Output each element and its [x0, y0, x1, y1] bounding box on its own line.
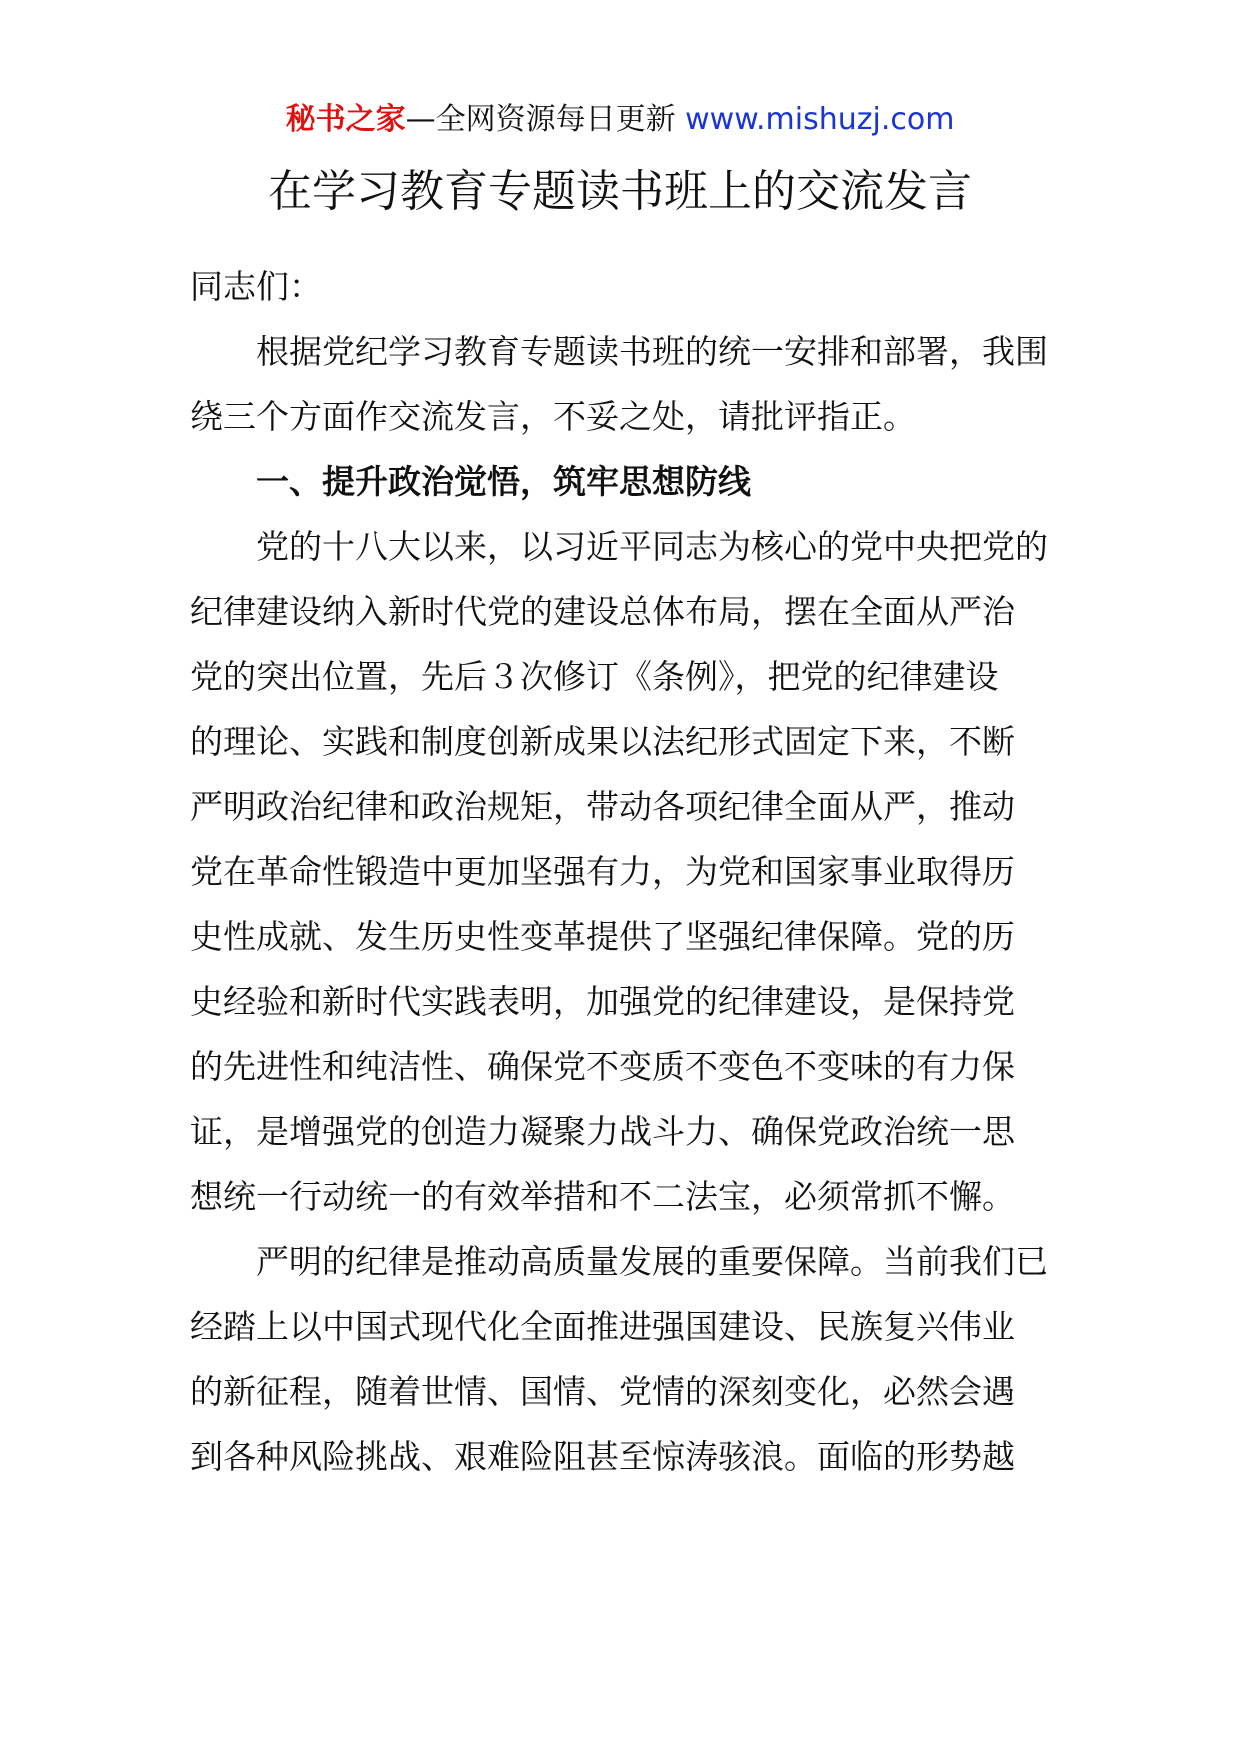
section-heading: 一、提升政治觉悟，筑牢思想防线 — [256, 462, 751, 501]
text-line: 严明政治纪律和政治规矩，带动各项纪律全面从严，推动 — [190, 787, 1015, 826]
document-title: 在学习教育专题读书班上的交流发言 — [268, 166, 972, 217]
text-line: 经踏上以中国式现代化全面推进强国建设、民族复兴伟业 — [190, 1307, 1015, 1346]
text-line: 史性成就、发生历史性变革提供了坚强纪律保障。党的历 — [190, 917, 1015, 956]
text-line: 到各种风险挑战、艰难险阻甚至惊涛骇浪。面临的形势越 — [190, 1437, 1015, 1476]
section1-paragraph-1 — [190, 514, 1050, 1229]
text-line: 党的突出位置，先后３次修订《条例》，把党的纪律建设 — [190, 657, 999, 696]
intro-paragraph — [190, 319, 1050, 449]
text-line: 严明的纪律是推动高质量发展的重要保障。当前我们已 — [256, 1242, 1048, 1281]
brand-name: 秘书之家 — [285, 102, 406, 137]
text-line: 想统一行动统一的有效举措和不二法宝，必须常抓不懈。 — [190, 1177, 1015, 1216]
text-line: 的新征程，随着世情、国情、党情的深刻变化，必然会遇 — [190, 1372, 1015, 1411]
text-line: 根据党纪学习教育专题读书班的统一安排和部署，我围 — [256, 332, 1048, 371]
header-tagline: —全网资源每日更新 — [405, 102, 676, 137]
site-header — [0, 100, 1240, 140]
salutation: 同志们： — [190, 267, 322, 306]
text-line: 证，是增强党的创造力凝聚力战斗力、确保党政治统一思 — [190, 1112, 1015, 1151]
document-body — [190, 254, 1050, 1489]
text-line: 史经验和新时代实践表明，加强党的纪律建设，是保持党 — [190, 982, 1015, 1021]
text-line: 纪律建设纳入新时代党的建设总体布局，摆在全面从严治 — [190, 592, 1015, 631]
text-line: 党的十八大以来，以习近平同志为核心的党中央把党的 — [256, 527, 1048, 566]
text-line: 的理论、实践和制度创新成果以法纪形式固定下来，不断 — [190, 722, 1015, 761]
text-line: 的先进性和纯洁性、确保党不变质不变色不变味的有力保 — [190, 1047, 1015, 1086]
site-url-link[interactable]: www.mishuzj.com — [685, 102, 955, 137]
section1-paragraph-2 — [190, 1229, 1050, 1489]
text-line: 党在革命性锻造中更加坚强有力，为党和国家事业取得历 — [190, 852, 1015, 891]
text-line: 绕三个方面作交流发言，不妥之处，请批评指正。 — [190, 397, 916, 436]
